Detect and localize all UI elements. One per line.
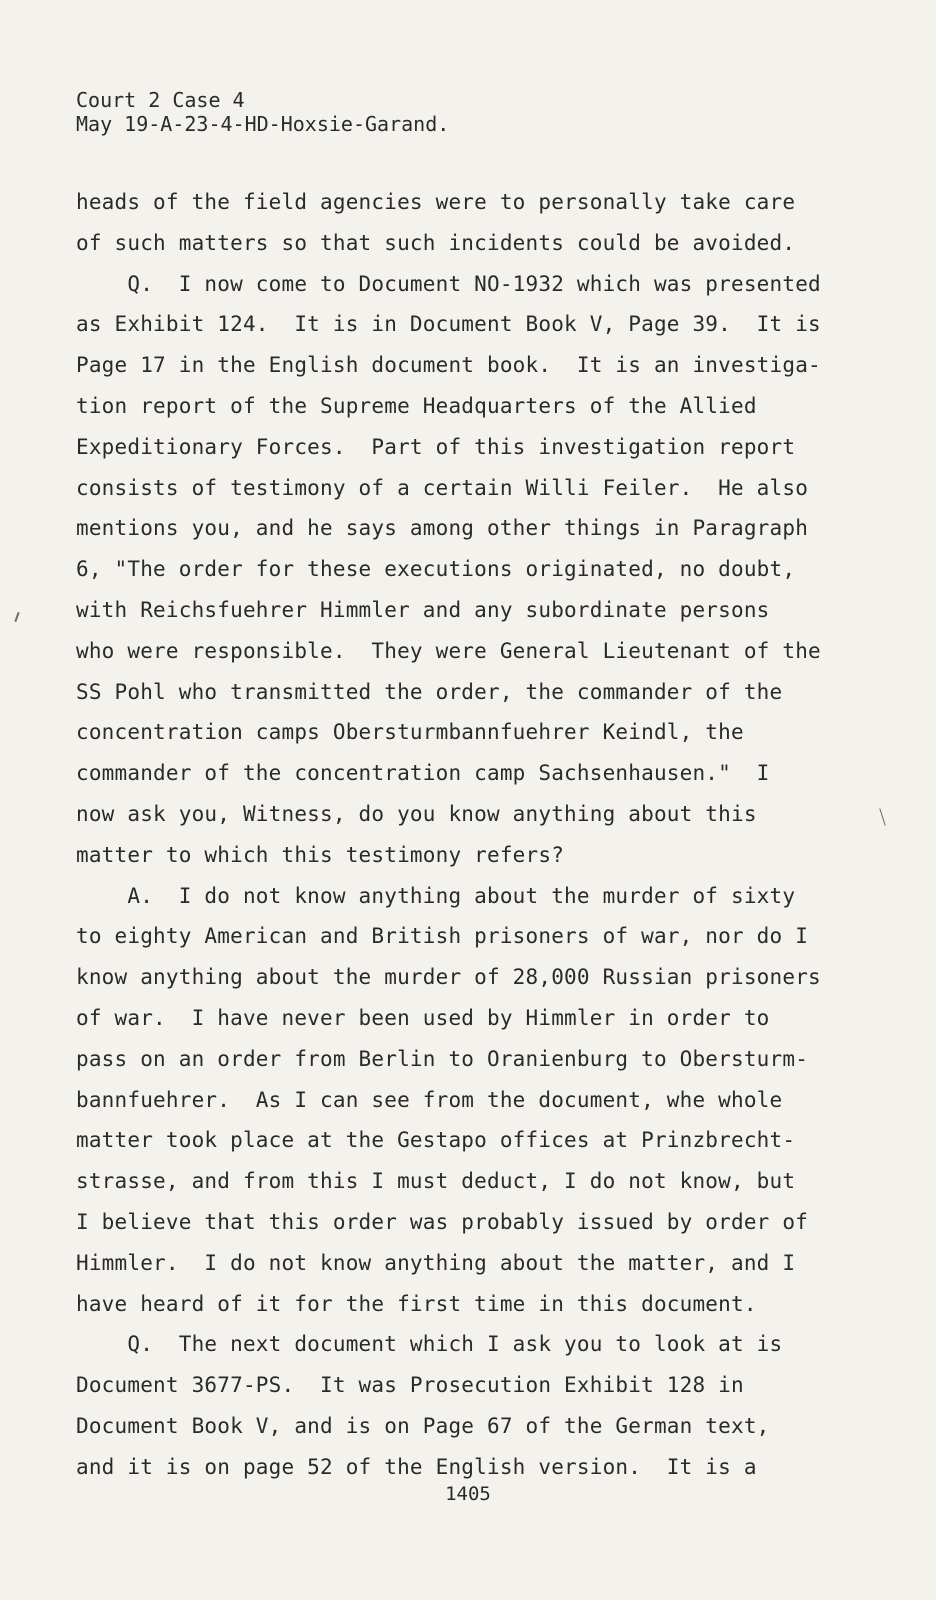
- transcript-line: Q. I now come to Document NO-1932 which was presented: [76, 271, 821, 296]
- transcript-line: Document Book V, and is on Page 67 of the German text,: [76, 1413, 770, 1438]
- transcript-line: bannfuehrer. As I can see from the document, whe whole: [76, 1087, 783, 1112]
- transcript-line: concentration camps Obersturmbannfuehrer Keindl, the: [76, 720, 744, 745]
- margin-mark: [14, 612, 19, 622]
- transcript-line: Document 3677-PS. It was Prosecution Exhibit 128 in: [76, 1373, 744, 1398]
- transcript-line: Q. The next document which I ask you to look at is: [76, 1332, 783, 1357]
- transcript-line: and it is on page 52 of the English version. It is a: [76, 1454, 757, 1479]
- transcript-line: mentions you, and he says among other things in Paragraph: [76, 516, 809, 541]
- transcript-line: matter to which this testimony refers?: [76, 842, 565, 867]
- transcript-line: heads of the field agencies were to personally take care: [76, 190, 796, 214]
- transcript-line: of war. I have never been used by Himmler in order to: [76, 1005, 770, 1030]
- transcript-line: who were responsible. They were General Lieutenant of the: [76, 638, 821, 663]
- transcript-line: Expeditionary Forces. Part of this investigation report: [76, 434, 796, 459]
- transcript-line: with Reichsfuehrer Himmler and any subordinate persons: [76, 597, 770, 622]
- transcript-line: Himmler. I do not know anything about the matter, and I: [76, 1250, 796, 1275]
- header-session-info: May 19-A-23-4-HD-Hoxsie-Garand.: [76, 112, 450, 136]
- transcript-line: matter took place at the Gestapo offices at Prinzbrecht-: [76, 1128, 796, 1153]
- page-number: 1405: [445, 1483, 491, 1505]
- transcript-line: consists of testimony of a certain Willi Feiler. He also: [76, 475, 809, 500]
- transcript-line: A. I do not know anything about the murder of sixty: [76, 883, 796, 908]
- transcript-line: tion report of the Supreme Headquarters of the Allied: [76, 393, 757, 418]
- case-header: [76, 88, 449, 136]
- transcript-line: strasse, and from this I must deduct, I do not know, but: [76, 1169, 796, 1194]
- header-court-case: Court 2 Case 4: [76, 88, 245, 112]
- transcript-line: 6, "The order for these executions originated, no doubt,: [76, 557, 796, 582]
- transcript-line: as Exhibit 124. It is in Document Book V, Page 39. It is: [76, 312, 821, 337]
- transcript-line: know anything about the murder of 28,000 Russian prisoners: [76, 965, 821, 990]
- transcript-line: to eighty American and British prisoners of war, nor do I: [76, 924, 809, 949]
- transcript-line: of such matters so that such incidents could be avoided.: [76, 230, 796, 255]
- transcript-line: Page 17 in the English document book. It is an investiga-: [76, 353, 821, 378]
- transcript-line: I believe that this order was probably issued by order of: [76, 1209, 809, 1234]
- transcript-line: SS Pohl who transmitted the order, the commander of the: [76, 679, 783, 704]
- transcript-line: now ask you, Witness, do you know anything about this: [76, 801, 757, 826]
- transcript-line: commander of the concentration camp Sachsenhausen." I: [76, 761, 770, 786]
- transcript-line: pass on an order from Berlin to Oranienburg to Obersturm-: [76, 1046, 809, 1071]
- transcript-line: have heard of it for the first time in this document.: [76, 1291, 757, 1316]
- transcript-body: [76, 182, 916, 1488]
